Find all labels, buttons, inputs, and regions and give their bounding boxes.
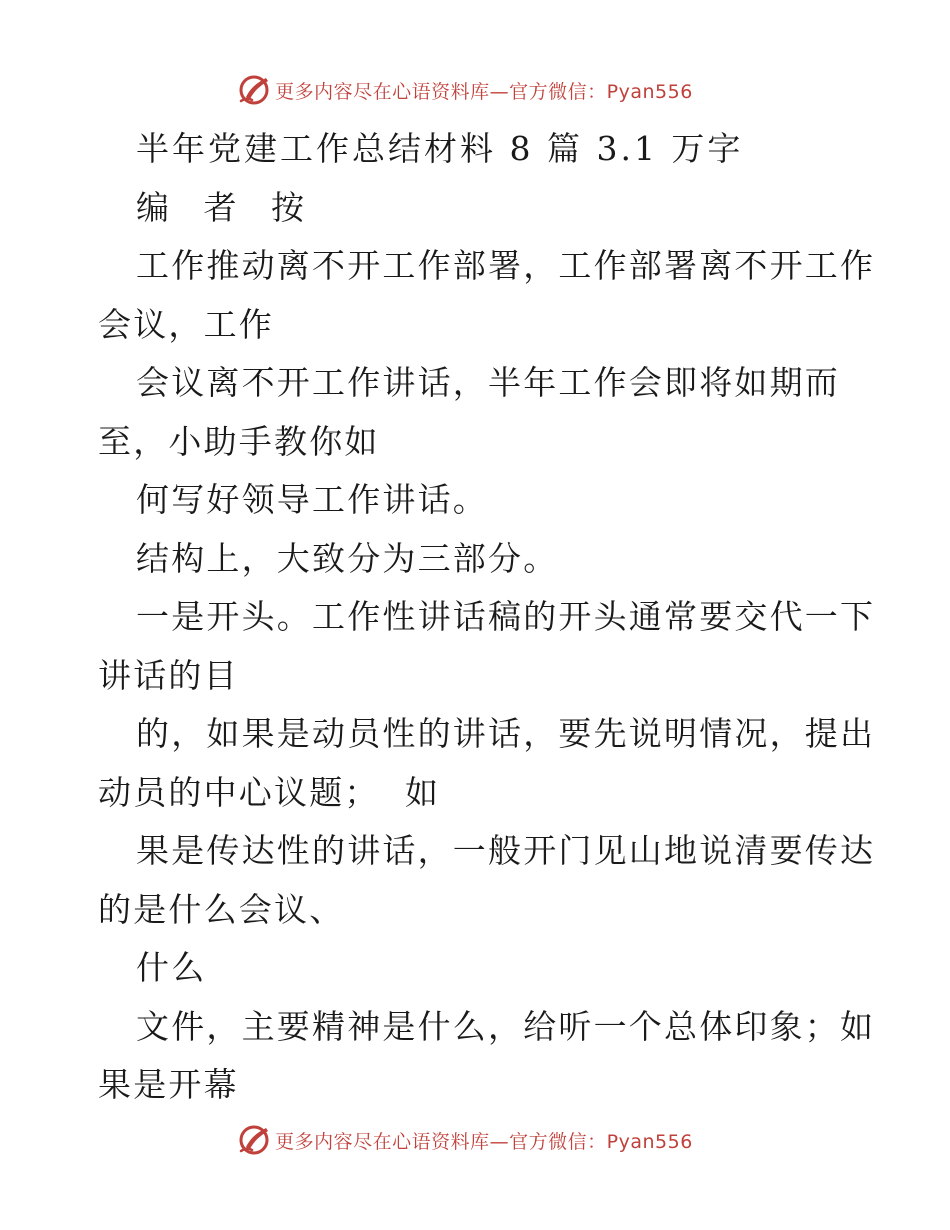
brush-pen-logo-icon: [237, 73, 271, 107]
paragraph-line: 的，如果是动员性的讲话，要先说明情况，提出: [136, 714, 876, 753]
paragraph-line: 动员的中心议题； 如: [98, 772, 441, 812]
paragraph-line: 的是什么会议、: [98, 889, 345, 929]
paragraph-line: 文件，主要精神是什么，给听一个总体印象；如: [136, 1006, 876, 1046]
paragraph-line: 一是开头。工作性讲话稿的开头通常要交代一下: [136, 597, 876, 636]
paragraph-line: 会议，工作: [98, 304, 274, 344]
paragraph-line: 什么: [136, 948, 207, 987]
brush-pen-logo-icon: [237, 1123, 271, 1157]
header-banner-content: [237, 73, 693, 107]
header-banner-text: [275, 77, 693, 104]
footer-banner-text: [275, 1127, 693, 1154]
paragraph-line: 至，小助手教你如: [98, 421, 380, 461]
header-banner-wechat: 官方微信：Pyan556: [509, 80, 693, 103]
paragraph-line: 工作推动离不开工作部署，工作部署离不开工作: [136, 246, 876, 285]
paragraph-line: 讲话的目: [98, 655, 239, 695]
footer-banner: [0, 1120, 950, 1160]
paragraph-line: 会议离不开工作讲话，半年工作会即将如期而: [136, 363, 840, 402]
document-title: 半年党建工作总结材料 8 篇 3.1 万字: [136, 129, 744, 168]
paragraph-line: 结构上，大致分为三部分。: [136, 538, 559, 578]
footer-banner-wechat: 官方微信：Pyan556: [509, 1130, 693, 1153]
header-banner-main: 更多内容尽在心语资料库: [275, 80, 490, 103]
header-banner: [0, 70, 950, 110]
paragraph-line: 果是开幕: [98, 1065, 239, 1104]
paragraph-line: 果是传达性的讲话，一般开门见山地说清要传达: [136, 831, 876, 870]
editor-note-heading: 编 者 按: [136, 187, 316, 227]
header-banner-dash: —: [489, 80, 510, 103]
footer-banner-dash: —: [489, 1130, 510, 1153]
paragraph-line: 何写好领导工作讲话。: [136, 480, 488, 519]
document-body: [98, 120, 876, 1115]
footer-banner-content: [237, 1123, 693, 1157]
footer-banner-main: 更多内容尽在心语资料库: [275, 1130, 490, 1153]
